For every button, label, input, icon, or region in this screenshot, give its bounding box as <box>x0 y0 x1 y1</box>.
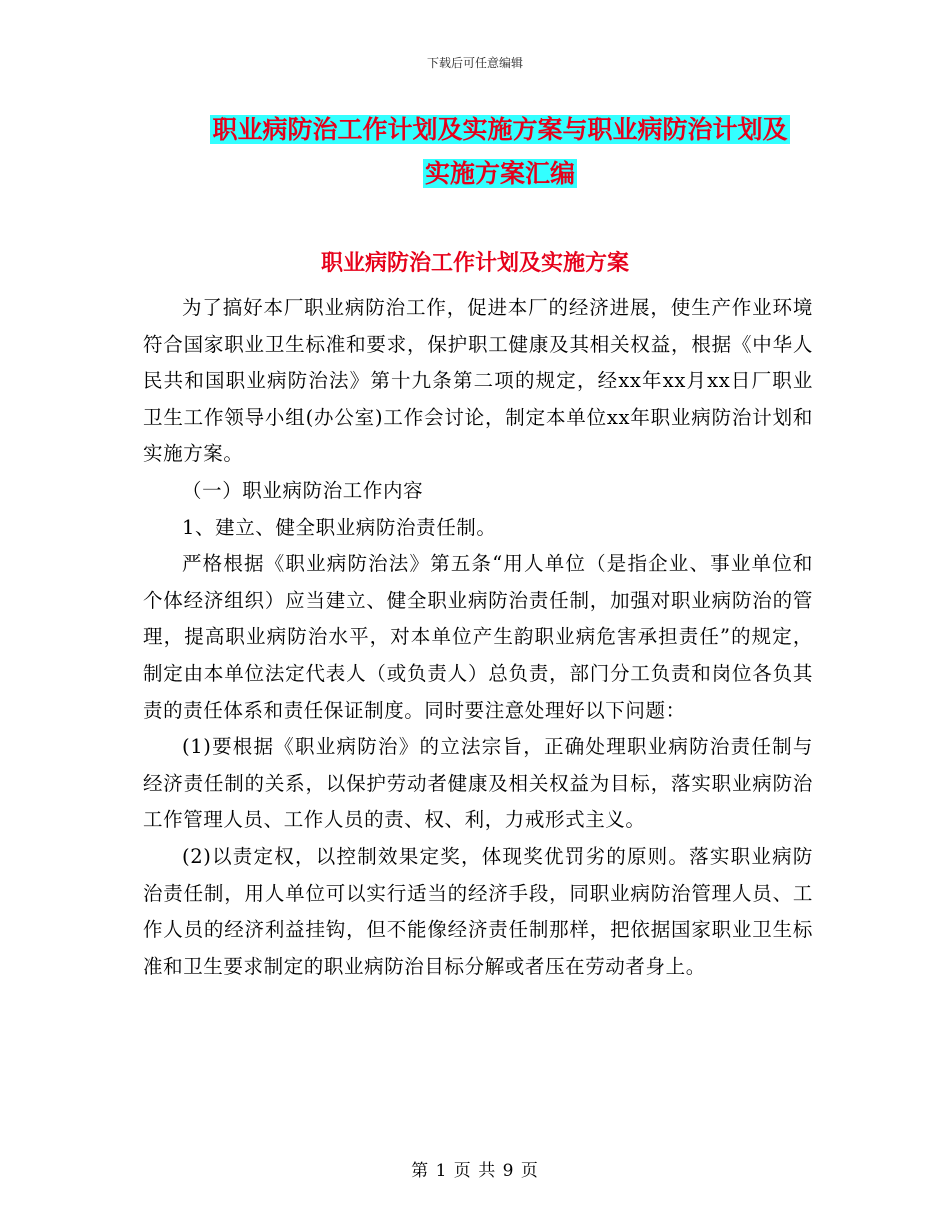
paragraph-item-1: 1、建立、健全职业病防治责任制。 <box>182 515 497 539</box>
paragraph-responsibility: 严格根据《职业病防治法》第五条“用人单位（是指企业、事业单位和个体经济组织）应当建立、健全职业病防治责任制，加强对职业病防治的管理，提高职业病防治水平，对本单位产生韵职业病危害承担责任”的规定，制定由本单位法定代表人（或负责人）总负责，部门分工负责和岗位各负其责的责任体系和责任保证制度。同时要注意处理好以下问题： <box>143 552 813 722</box>
body-text <box>143 290 813 985</box>
header-note: 下载后可任意编辑 <box>426 56 523 70</box>
paragraph-heading-work-content: （一）职业病防治工作内容 <box>182 478 424 502</box>
page-number: 第 1 页 共 9 页 <box>411 1161 539 1181</box>
title-line-1: 职业病防治工作计划及实施方案与职业病防治计划及 <box>212 115 788 144</box>
document-title <box>150 108 850 196</box>
paragraph-point-1: (1)要根据《职业病防治》的立法宗旨，正确处理职业病防治责任制与经济责任制的关系，以保护劳动者健康及相关权益为目标，落实职业病防治工作管理人员、工作人员的责、权、利，力戒形式主义。 <box>143 735 813 832</box>
section-title: 职业病防治工作计划及实施方案 <box>320 250 629 276</box>
paragraph-point-2: (2)以责定权，以控制效果定奖，体现奖优罚劣的原则。落实职业病防治责任制，用人单位可以实行适当的经济手段，同职业病防治管理人员、工作人员的经济利益挂钩，但不能像经济责任制那样，把依据国家职业卫生标准和卫生要求制定的职业病防治目标分解或者压在劳动者身上。 <box>143 844 813 978</box>
paragraph-intro: 为了搞好本厂职业病防治工作，促进本厂的经济进展，使生产作业环境符合国家职业卫生标准和要求，保护职工健康及其相关权益，根据《中华人民共和国职业病防治法》第十九条第二项的规定，经xx年xx月xx日厂职业卫生工作领导小组(办公室)工作会讨论，制定本单位xx年职业病防治计划和实施方案。 <box>143 296 813 466</box>
title-line-2: 实施方案汇编 <box>424 159 575 188</box>
